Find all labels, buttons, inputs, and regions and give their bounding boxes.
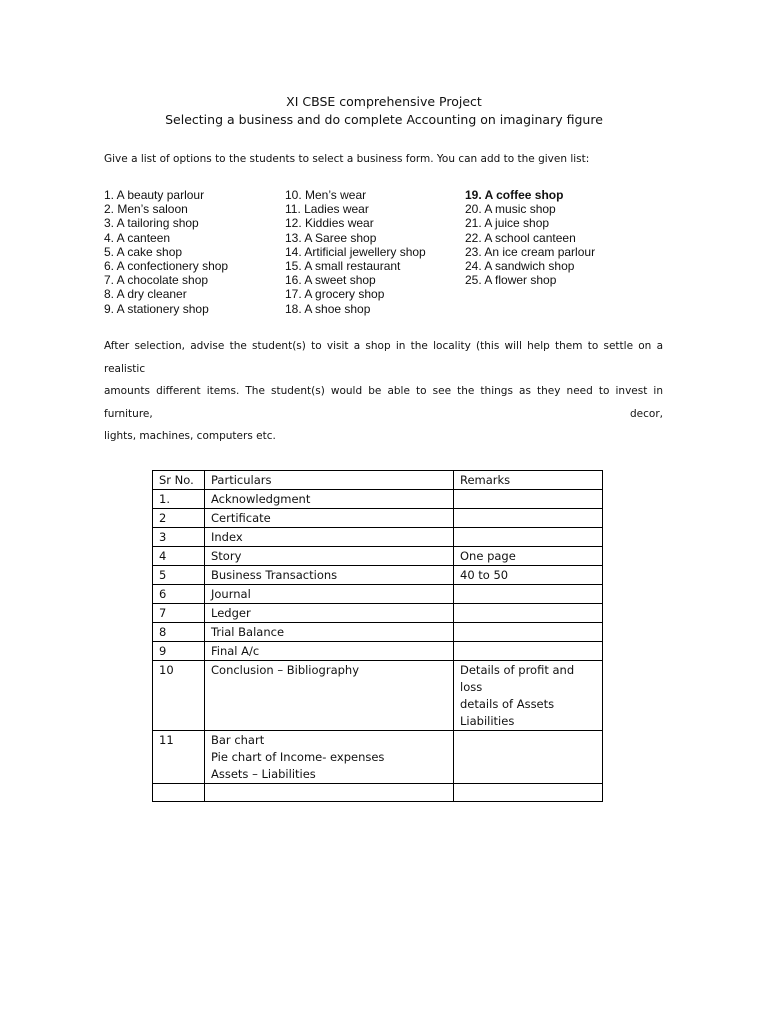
cell-sr-no: 7 [153, 604, 205, 623]
option-item: 3. A tailoring shop [104, 216, 199, 231]
table-row [153, 661, 603, 731]
cell-sr-no [153, 784, 205, 802]
option-item: 16. A sweet shop [285, 273, 376, 288]
cell-remarks: One page [454, 547, 603, 566]
option-item-highlighted: 19. A coffee shop [465, 188, 564, 202]
cell-sr-no: 3 [153, 528, 205, 547]
advice-line: After selection, advise the student(s) to visit a shop in the locality (this will help them to settle on a realistic [104, 340, 663, 375]
cell-remarks [454, 784, 603, 802]
cell-sr-no: 11 [153, 731, 205, 784]
option-item: 5. A cake shop [104, 244, 183, 259]
cell-particulars: Trial Balance [205, 623, 454, 642]
header-sr-no: Sr No. [153, 471, 205, 490]
cell-remarks [454, 604, 603, 623]
cell-particulars: Conclusion – Bibliography [205, 661, 454, 731]
cell-sr-no: 6 [153, 585, 205, 604]
cell-sr-no: 10 [153, 661, 205, 731]
option-item: 21. A juice shop [465, 216, 550, 231]
table-row [153, 604, 603, 623]
header-remarks: Remarks [454, 471, 603, 490]
option-item: 12. Kiddies wear [285, 216, 374, 231]
option-item: 2. Men’s saloon [104, 202, 188, 217]
cell-particulars: Story [205, 547, 454, 566]
option-item: 8. A dry cleaner [104, 287, 187, 302]
advice-line: amounts different items. The student(s) would be able to see the things as they need to invest in furniture, decor, [104, 385, 663, 420]
table-row [153, 784, 603, 802]
option-item: 25. A flower shop [465, 273, 557, 288]
cell-particulars: Index [205, 528, 454, 547]
cell-particulars: Bar chart Pie chart of Income- expenses Assets – Liabilities [205, 731, 454, 784]
advice-line: lights, machines, computers etc. [104, 430, 276, 442]
document-title: XI CBSE comprehensive Project [286, 94, 482, 109]
cell-remarks [454, 642, 603, 661]
table-row [153, 623, 603, 642]
cell-particulars: Journal [205, 585, 454, 604]
option-item: 1. A beauty parlour [104, 188, 205, 202]
option-item: 6. A confectionery shop [104, 259, 229, 274]
table-row [153, 528, 603, 547]
table-row [153, 547, 603, 566]
option-item: 9. A stationery shop [104, 301, 209, 316]
cell-particulars: Certificate [205, 509, 454, 528]
project-contents-table [152, 470, 603, 802]
options-column-2 [285, 188, 426, 316]
cell-sr-no: 9 [153, 642, 205, 661]
option-item: 20. A music shop [465, 202, 556, 217]
option-item: 23. An ice cream parlour [465, 244, 596, 259]
header-particulars: Particulars [205, 471, 454, 490]
options-column-3 [465, 188, 595, 287]
intro-text: Give a list of options to the students to select a business form. You can add to the given list: [104, 153, 590, 165]
table-row [153, 642, 603, 661]
table-row [153, 731, 603, 784]
cell-remarks [454, 528, 603, 547]
cell-sr-no: 5 [153, 566, 205, 585]
option-item: 18. A shoe shop [285, 301, 371, 316]
option-item: 22. A school canteen [465, 230, 576, 245]
option-item: 13. A Saree shop [285, 230, 377, 245]
option-item: 15. A small restaurant [285, 259, 401, 274]
cell-particulars: Ledger [205, 604, 454, 623]
cell-sr-no: 8 [153, 623, 205, 642]
option-item: 10. Men’s wear [285, 188, 367, 202]
advice-paragraph [104, 335, 663, 448]
cell-sr-no: 4 [153, 547, 205, 566]
cell-particulars: Final A/c [205, 642, 454, 661]
table-row [153, 509, 603, 528]
option-item: 7. A chocolate shop [104, 273, 209, 288]
cell-sr-no: 2 [153, 509, 205, 528]
cell-remarks: Details of profit and loss details of Assets Liabilities [454, 661, 603, 731]
cell-remarks [454, 490, 603, 509]
table-row [153, 566, 603, 585]
option-item: 17. A grocery shop [285, 287, 385, 302]
cell-remarks [454, 509, 603, 528]
table-row [153, 490, 603, 509]
cell-remarks: 40 to 50 [454, 566, 603, 585]
options-column-1 [104, 188, 228, 316]
option-item: 4. A canteen [104, 230, 171, 245]
cell-particulars: Business Transactions [205, 566, 454, 585]
option-item: 24. A sandwich shop [465, 259, 575, 274]
cell-remarks [454, 731, 603, 784]
option-item: 11. Ladies wear [285, 202, 369, 217]
cell-sr-no: 1. [153, 490, 205, 509]
table-header-row [153, 471, 603, 490]
cell-particulars [205, 784, 454, 802]
cell-particulars: Acknowledgment [205, 490, 454, 509]
cell-remarks [454, 623, 603, 642]
option-item: 14. Artificial jewellery shop [285, 244, 426, 259]
document-subtitle: Selecting a business and do complete Accounting on imaginary figure [165, 112, 603, 127]
table-row [153, 585, 603, 604]
cell-remarks [454, 585, 603, 604]
